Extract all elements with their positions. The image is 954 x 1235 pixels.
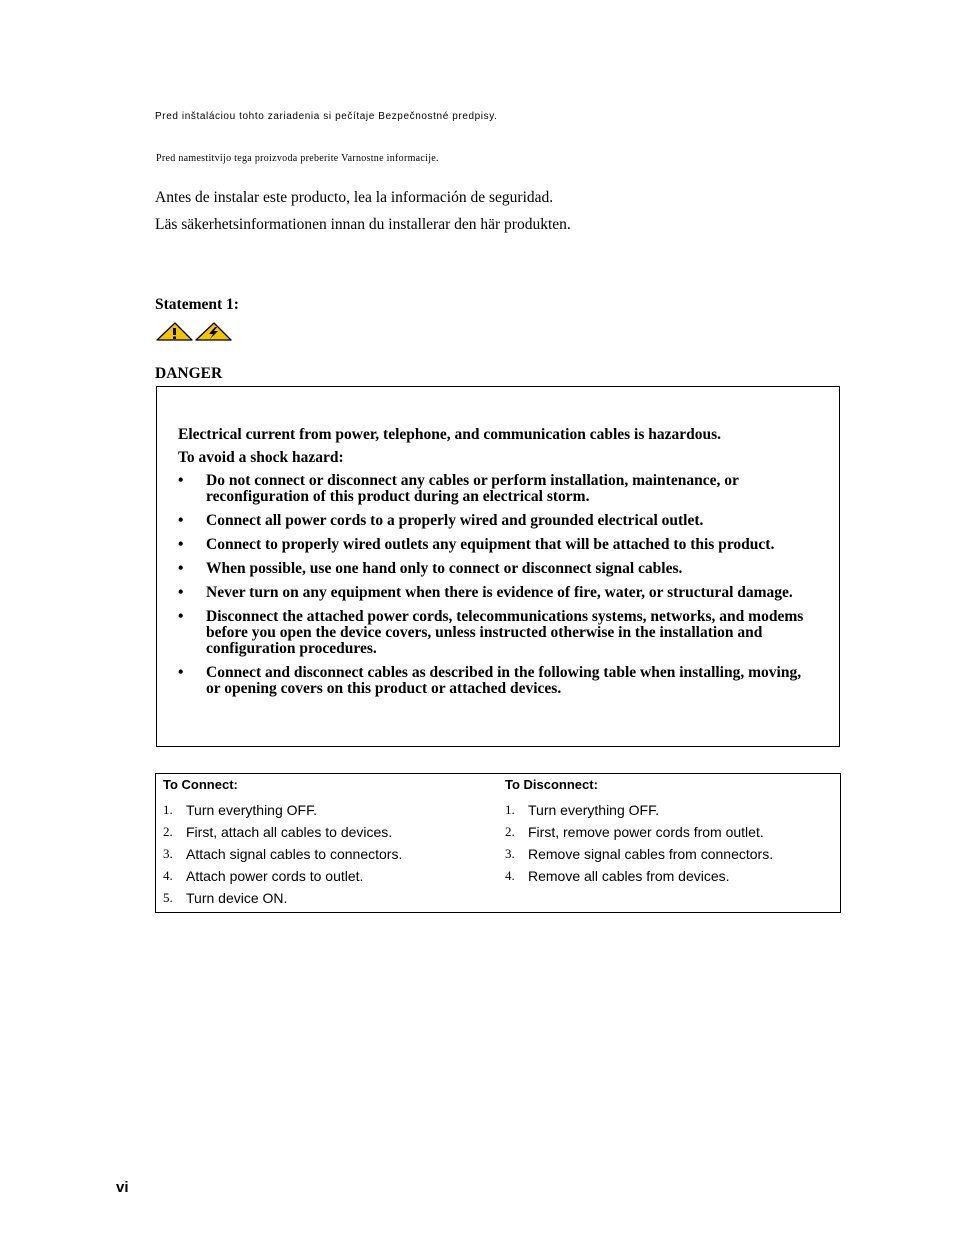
safety-notice-spanish: Antes de instalar este producto, lea la información de seguridad. <box>155 189 554 206</box>
danger-lead: To avoid a shock hazard: <box>178 449 344 466</box>
bullet: • <box>178 512 184 529</box>
danger-item <box>178 665 818 697</box>
danger-item-text: When possible, use one hand only to connect or disconnect signal cables. <box>206 560 683 577</box>
danger-content <box>178 427 818 705</box>
step-number: 5. <box>163 890 173 905</box>
warning-triangle-icon <box>157 323 192 340</box>
step-number: 1. <box>163 802 173 817</box>
step-text: Turn everything OFF. <box>528 802 659 818</box>
step-text: First, remove power cords from outlet. <box>528 824 764 840</box>
danger-item-text: Disconnect the attached power cords, telecommunications systems, networks, and modems before you open the device covers, unless instructed otherwise in the installation and configuration procedures. <box>206 608 804 657</box>
bullet: • <box>178 536 184 553</box>
step-number: 4. <box>505 868 515 883</box>
bullet: • <box>178 584 184 601</box>
disconnect-step <box>505 843 835 865</box>
connect-steps <box>163 799 493 909</box>
danger-item <box>178 609 818 657</box>
step-number: 2. <box>163 824 173 839</box>
step-number: 3. <box>163 846 173 861</box>
danger-intro: Electrical current from power, telephone, and communication cables is hazardous. <box>178 426 722 443</box>
disconnect-step <box>505 865 835 887</box>
electrical-hazard-icon <box>196 323 231 340</box>
disconnect-step <box>505 821 835 843</box>
bullet: • <box>178 472 184 489</box>
step-number: 3. <box>505 846 515 861</box>
step-text: Turn everything OFF. <box>186 802 317 818</box>
step-number: 2. <box>505 824 515 839</box>
safety-notice-swedish: Läs säkerhetsinformationen innan du installerar den här produkten. <box>155 216 571 233</box>
connect-step <box>163 821 493 843</box>
disconnect-column <box>505 774 835 887</box>
disconnect-heading: To Disconnect: <box>505 777 598 792</box>
step-text: Remove all cables from devices. <box>528 868 730 884</box>
danger-item-text: Connect to properly wired outlets any equipment that will be attached to this product. <box>206 536 775 553</box>
page-number: vi <box>116 1179 129 1196</box>
connect-step <box>163 887 493 909</box>
cable-procedure-table <box>155 773 841 913</box>
step-text: Turn device ON. <box>186 890 288 906</box>
disconnect-step <box>505 799 835 821</box>
statement-title: Statement 1: <box>155 296 239 313</box>
step-number: 1. <box>505 802 515 817</box>
danger-item <box>178 473 818 505</box>
step-text: Attach signal cables to connectors. <box>186 846 403 862</box>
danger-item <box>178 537 818 553</box>
step-text: Remove signal cables from connectors. <box>528 846 774 862</box>
connect-heading: To Connect: <box>163 777 238 792</box>
step-text: Attach power cords to outlet. <box>186 868 364 884</box>
connect-column <box>163 774 493 909</box>
danger-item-text: Connect and disconnect cables as described in the following table when installing, moving, or opening covers on this product or attached devices. <box>206 664 802 697</box>
danger-item <box>178 585 818 601</box>
bullet: • <box>178 608 184 625</box>
disconnect-steps <box>505 799 835 887</box>
bullet: • <box>178 664 184 681</box>
danger-list <box>178 473 818 697</box>
danger-label: DANGER <box>155 365 223 382</box>
danger-item-text: Never turn on any equipment when there is evidence of fire, water, or structural damage. <box>206 584 793 601</box>
safety-notice-slovenian: Pred namestitvijo tega proizvoda preberite Varnostne informacije. <box>156 153 439 164</box>
hazard-icons <box>156 322 236 342</box>
danger-item <box>178 513 818 529</box>
danger-item-text: Do not connect or disconnect any cables or perform installation, maintenance, or reconfiguration of this product during an electrical storm. <box>206 472 739 505</box>
danger-item-text: Connect all power cords to a properly wired and grounded electrical outlet. <box>206 512 704 529</box>
danger-box <box>156 386 840 747</box>
connect-step <box>163 843 493 865</box>
bullet: • <box>178 560 184 577</box>
danger-item <box>178 561 818 577</box>
connect-step <box>163 865 493 887</box>
connect-step <box>163 799 493 821</box>
hazard-icons-svg <box>156 322 236 342</box>
step-number: 4. <box>163 868 173 883</box>
step-text: First, attach all cables to devices. <box>186 824 393 840</box>
safety-notice-slovak: Pred inštaláciou tohto zariadenia si pečítaje Bezpečnostné predpisy. <box>155 111 498 122</box>
